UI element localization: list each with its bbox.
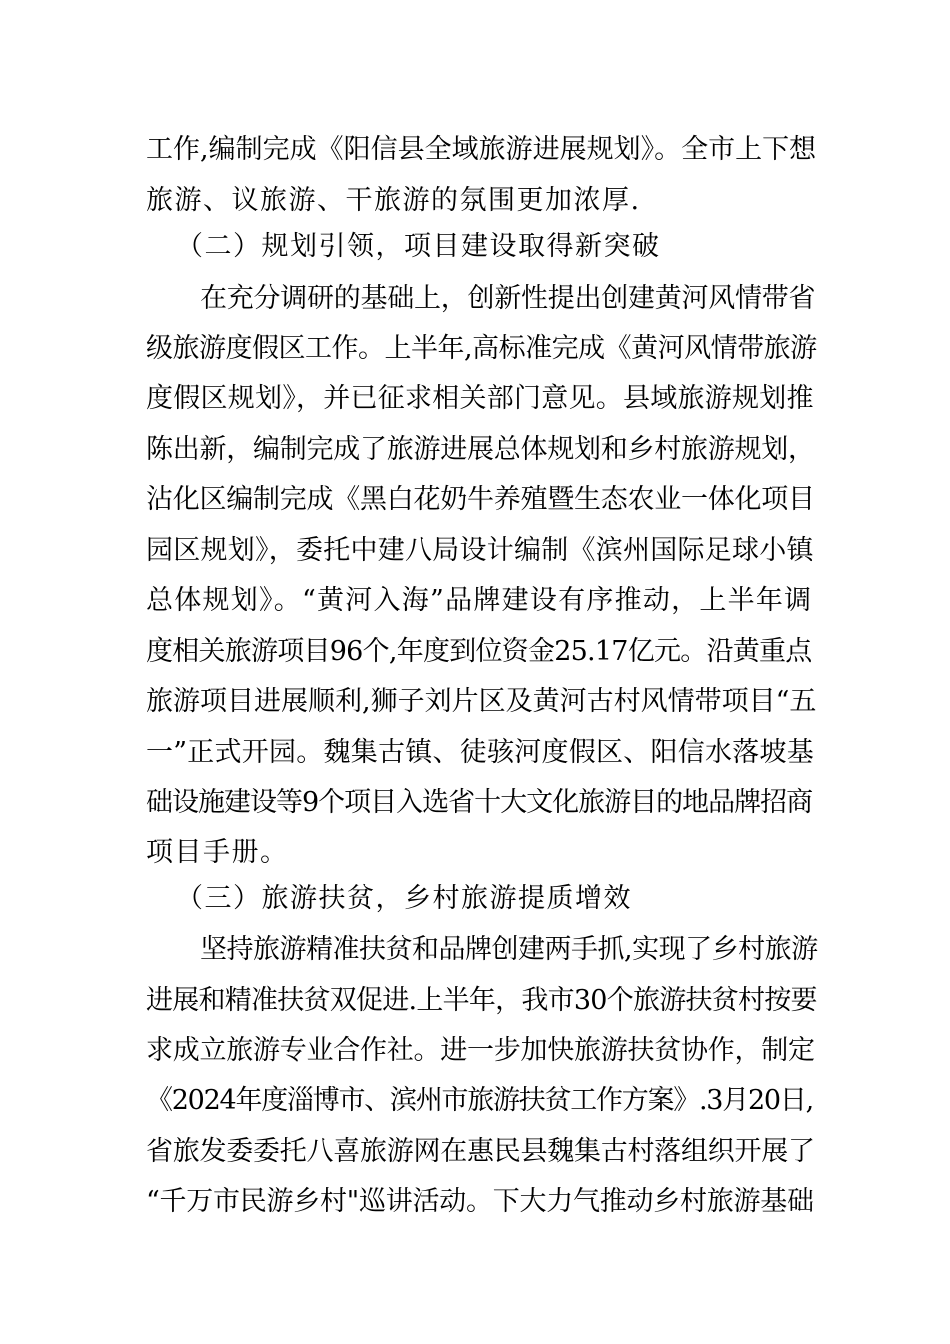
body-text-line: 旅游、议旅游、干旅游的氛围更加浓厚. bbox=[146, 185, 641, 216]
body-text-line: 进展和精准扶贫双促进.上半年，我市30个旅游扶贫村按要 bbox=[146, 985, 817, 1016]
body-text-line: 一”正式开园。魏集古镇、徒骇河度假区、阳信水落坡基 bbox=[146, 737, 815, 768]
body-text-line: 求成立旅游专业合作社。进一步加快旅游扶贫协作，制定 bbox=[146, 1035, 815, 1066]
body-text-line: 沾化区编制完成《黑白花奶牛养殖暨生态农业一体化项目 bbox=[146, 484, 815, 515]
body-text-line: 级旅游度假区工作。上半年,高标准完成《黄河风情带旅游 bbox=[146, 333, 817, 364]
section-heading: （三）旅游扶贫，乡村旅游提质增效 bbox=[176, 883, 632, 914]
body-text-line: 园区规划》，委托中建八局设计编制《滨州国际足球小镇 bbox=[146, 535, 814, 566]
body-text-line: 陈出新，编制完成了旅游进展总体规划和乡村旅游规划， bbox=[146, 434, 815, 465]
body-text-line: 总体规划》。“黄河入海”品牌建设有序推动，上半年调 bbox=[146, 585, 813, 616]
body-text-line: 项目手册。 bbox=[146, 837, 289, 868]
body-text-line: 旅游项目进展顺利,狮子刘片区及黄河古村风情带项目“五 bbox=[146, 686, 817, 717]
body-text-line: 《2024年度淄博市、滨州市旅游扶贫工作方案》.3月20日, bbox=[146, 1085, 813, 1116]
body-text-line: 度假区规划》，并已征求相关部门意见。县域旅游规划推 bbox=[146, 383, 814, 414]
body-text-line: 坚持旅游精准扶贫和品牌创建两手抓,实现了乡村旅游 bbox=[200, 934, 818, 965]
body-text-line: 省旅发委委托八喜旅游网在惠民县魏集古村落组织开展了 bbox=[146, 1136, 815, 1167]
section-heading: （二）规划引领，项目建设取得新突破 bbox=[176, 231, 661, 262]
body-text-line: 度相关旅游项目96个,年度到位资金25.17亿元。沿黄重点 bbox=[146, 636, 812, 667]
body-text-line: 工作,编制完成《阳信县全域旅游进展规划》。全市上下想 bbox=[146, 134, 817, 165]
body-text-line: “千万市民游乡村"巡讲活动。下大力气推动乡村旅游基础 bbox=[146, 1186, 814, 1217]
body-text-line: 在充分调研的基础上，创新性提出创建黄河风情带省 bbox=[200, 283, 816, 314]
body-text-line: 础设施建设等9个项目入选省十大文化旅游目的地品牌招商 bbox=[146, 787, 813, 818]
